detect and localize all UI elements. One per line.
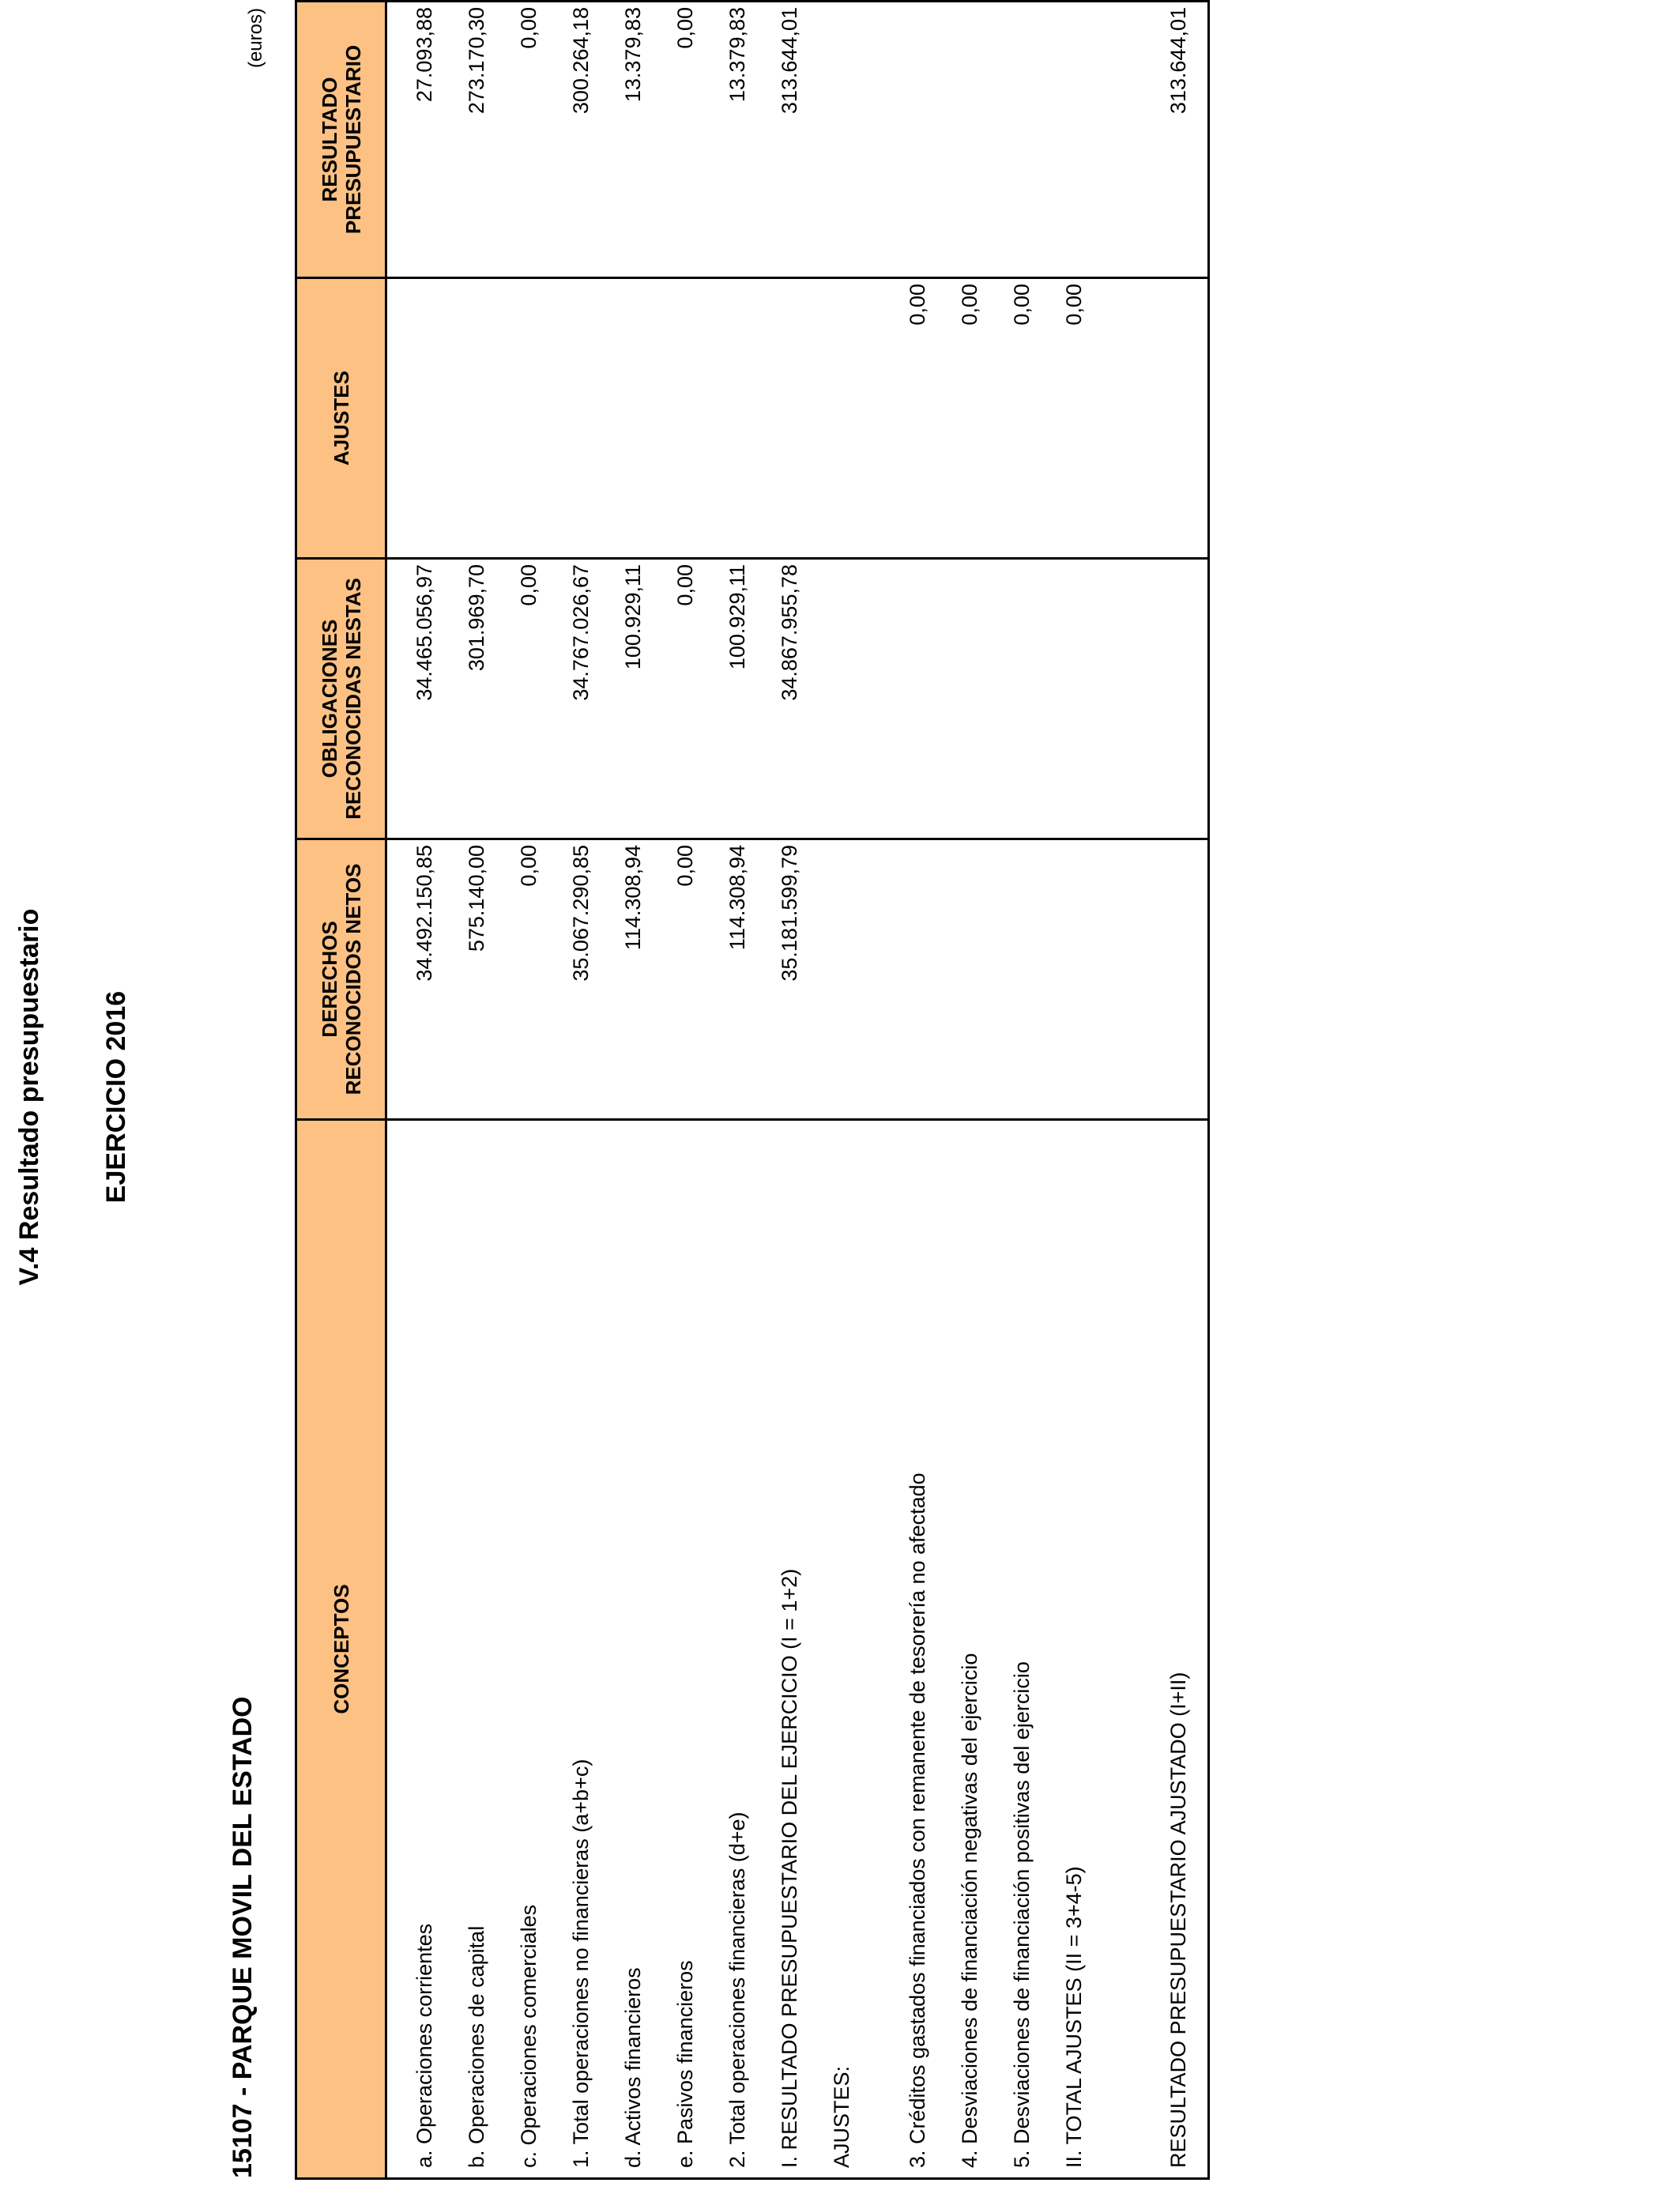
cell-resultado: 300.264,18	[544, 2, 596, 278]
col-header-derechos: DERECHOS RECONOCIDOS NETOS	[296, 839, 386, 1120]
cell-resultado: 13.379,83	[700, 2, 752, 278]
table-row	[1127, 2, 1209, 2179]
table-row	[1089, 2, 1127, 2179]
cell-derechos: 114.308,94	[700, 839, 752, 1120]
cell-ajustes	[492, 278, 544, 559]
table-row	[857, 2, 932, 2179]
cell-obligaciones: 0,00	[648, 559, 700, 839]
cell-obligaciones	[804, 559, 857, 839]
cell-resultado: 313.644,01	[1127, 2, 1209, 278]
cell-concept: I. RESULTADO PRESUPUESTARIO DEL EJERCICIO (I = 1+2)	[752, 1120, 804, 2179]
cell-resultado	[1089, 2, 1127, 278]
cell-derechos: 0,00	[492, 839, 544, 1120]
table-row	[386, 2, 440, 2179]
cell-obligaciones: 301.969,70	[439, 559, 492, 839]
cell-obligaciones: 100.929,11	[700, 559, 752, 839]
cell-obligaciones	[1089, 559, 1127, 839]
page-title: V.4 Resultado presupuestario	[14, 908, 44, 1286]
table-body	[386, 2, 1209, 2179]
cell-resultado: 0,00	[492, 2, 544, 278]
col-header-ajustes: AJUSTES	[296, 278, 386, 559]
cell-obligaciones: 0,00	[492, 559, 544, 839]
cell-derechos	[1127, 839, 1209, 1120]
table-row	[1037, 2, 1089, 2179]
table-row	[752, 2, 804, 2179]
col-header-obligaciones: OBLIGACIONES RECONOCIDAS NESTAS	[296, 559, 386, 839]
cell-ajustes: 0,00	[857, 278, 932, 559]
cell-derechos: 114.308,94	[596, 839, 648, 1120]
table-row	[700, 2, 752, 2179]
cell-derechos: 35.067.290,85	[544, 839, 596, 1120]
table-row	[596, 2, 648, 2179]
cell-concept: d. Activos financieros	[596, 1120, 648, 2179]
cell-concept: c. Operaciones comerciales	[492, 1120, 544, 2179]
cell-concept: II. TOTAL AJUSTES (II = 3+4-5)	[1037, 1120, 1089, 2179]
cell-ajustes: 0,00	[1037, 278, 1089, 559]
cell-concept: RESULTADO PRESUPUESTARIO AJUSTADO (I+II)	[1127, 1120, 1209, 2179]
cell-obligaciones: 34.867.955,78	[752, 559, 804, 839]
cell-derechos: 575.140,00	[439, 839, 492, 1120]
cell-derechos	[857, 839, 932, 1120]
cell-derechos: 34.492.150,85	[386, 839, 440, 1120]
fiscal-year: EJERCICIO 2016	[101, 990, 131, 1204]
cell-concept: e. Pasivos financieros	[648, 1120, 700, 2179]
col-header-conceptos: CONCEPTOS	[296, 1120, 386, 2179]
cell-resultado	[932, 2, 985, 278]
table-row	[932, 2, 985, 2179]
cell-resultado: 273.170,30	[439, 2, 492, 278]
cell-obligaciones: 100.929,11	[596, 559, 648, 839]
cell-ajustes: 0,00	[985, 278, 1037, 559]
cell-ajustes	[1089, 278, 1127, 559]
cell-ajustes	[439, 278, 492, 559]
cell-resultado: 13.379,83	[596, 2, 648, 278]
cell-concept: 4. Desviaciones de financiación negativas del ejercicio	[932, 1120, 985, 2179]
cell-derechos	[985, 839, 1037, 1120]
cell-obligaciones: 34.465.056,97	[386, 559, 440, 839]
cell-obligaciones	[985, 559, 1037, 839]
budget-result-table	[295, 0, 1210, 2180]
cell-concept: AJUSTES:	[804, 1120, 857, 2179]
cell-concept: 1. Total operaciones no financieras (a+b+c)	[544, 1120, 596, 2179]
cell-ajustes	[544, 278, 596, 559]
cell-resultado: 27.093,88	[386, 2, 440, 278]
cell-resultado	[1037, 2, 1089, 278]
cell-ajustes	[804, 278, 857, 559]
cell-obligaciones	[932, 559, 985, 839]
cell-resultado	[857, 2, 932, 278]
cell-ajustes	[386, 278, 440, 559]
table-row	[492, 2, 544, 2179]
cell-concept: a. Operaciones corrientes	[386, 1120, 440, 2179]
units-label: (euros)	[245, 8, 266, 69]
cell-derechos	[1089, 839, 1127, 1120]
cell-resultado: 0,00	[648, 2, 700, 278]
cell-derechos	[932, 839, 985, 1120]
cell-derechos	[804, 839, 857, 1120]
entity-name: 15107 - PARQUE MOVIL DEL ESTADO	[228, 1696, 258, 2178]
cell-resultado: 313.644,01	[752, 2, 804, 278]
table-row	[985, 2, 1037, 2179]
table-row	[804, 2, 857, 2179]
cell-concept: 5. Desviaciones de financiación positivas del ejercicio	[985, 1120, 1037, 2179]
cell-derechos: 35.181.599,79	[752, 839, 804, 1120]
cell-ajustes	[648, 278, 700, 559]
cell-concept: 2. Total operaciones financieras (d+e)	[700, 1120, 752, 2179]
cell-derechos: 0,00	[648, 839, 700, 1120]
cell-obligaciones: 34.767.026,67	[544, 559, 596, 839]
cell-ajustes	[700, 278, 752, 559]
cell-ajustes	[752, 278, 804, 559]
cell-concept: 3. Créditos gastados financiados con remanente de tesorería no afectado	[857, 1120, 932, 2179]
col-header-resultado: RESULTADO PRESUPUESTARIO	[296, 2, 386, 278]
cell-obligaciones	[857, 559, 932, 839]
cell-resultado	[804, 2, 857, 278]
cell-ajustes	[1127, 278, 1209, 559]
table-row	[439, 2, 492, 2179]
cell-ajustes: 0,00	[932, 278, 985, 559]
cell-ajustes	[596, 278, 648, 559]
table-header-row	[296, 2, 386, 2179]
table-row	[648, 2, 700, 2179]
cell-concept: b. Operaciones de capital	[439, 1120, 492, 2179]
table-row	[544, 2, 596, 2179]
cell-obligaciones	[1037, 559, 1089, 839]
cell-concept	[1089, 1120, 1127, 2179]
cell-derechos	[1037, 839, 1089, 1120]
cell-resultado	[985, 2, 1037, 278]
cell-obligaciones	[1127, 559, 1209, 839]
